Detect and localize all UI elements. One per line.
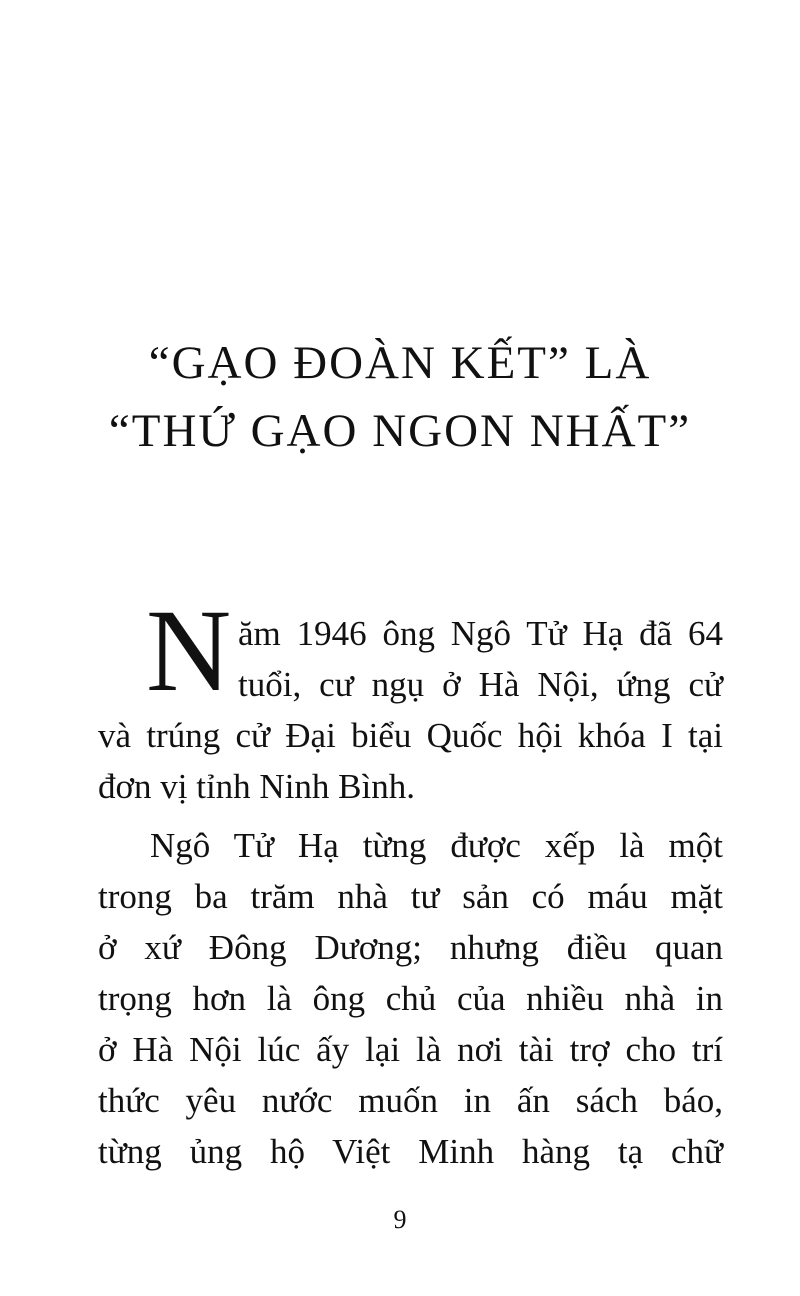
paragraph-2-line-5: ở Hà Nội lúc ấy lại là nơi tài trợ cho trí	[98, 1030, 723, 1069]
chapter-title-line-1: “GẠO ĐOÀN KẾT” LÀ	[148, 337, 652, 389]
paragraph-2-line-1: Ngô Tử Hạ từng được xếp là một	[150, 826, 723, 865]
paragraph-2-line-7: từng ủng hộ Việt Minh hàng tạ chữ	[98, 1132, 723, 1171]
paragraph-2-line-6: thức yêu nước muốn in ấn sách báo,	[98, 1081, 723, 1120]
paragraph-2-line-4: trọng hơn là ông chủ của nhiều nhà in	[98, 979, 723, 1018]
paragraph-2-line-2: trong ba trăm nhà tư sản có máu mặt	[98, 877, 723, 916]
paragraph-1-line-4: đơn vị tỉnh Ninh Bình.	[98, 767, 415, 806]
paragraph-2-line-3: ở xứ Đông Dương; nhưng điều quan	[98, 928, 723, 967]
paragraph-1	[238, 608, 723, 710]
paragraph-1-continued	[98, 710, 723, 812]
paragraph-2	[98, 820, 723, 1177]
paragraph-1-line-3: và trúng cử Đại biểu Quốc hội khóa I tại	[98, 716, 723, 755]
page-number: 9	[393, 1205, 407, 1234]
paragraph-1-line-1: ăm 1946 ông Ngô Tử Hạ đã 64	[238, 614, 723, 653]
paragraph-1-line-2: tuổi, cư ngụ ở Hà Nội, ứng cử	[238, 665, 723, 704]
drop-cap-letter: N	[146, 585, 232, 716]
chapter-title-line-2: “THỨ GẠO NGON NHẤT”	[108, 405, 692, 457]
